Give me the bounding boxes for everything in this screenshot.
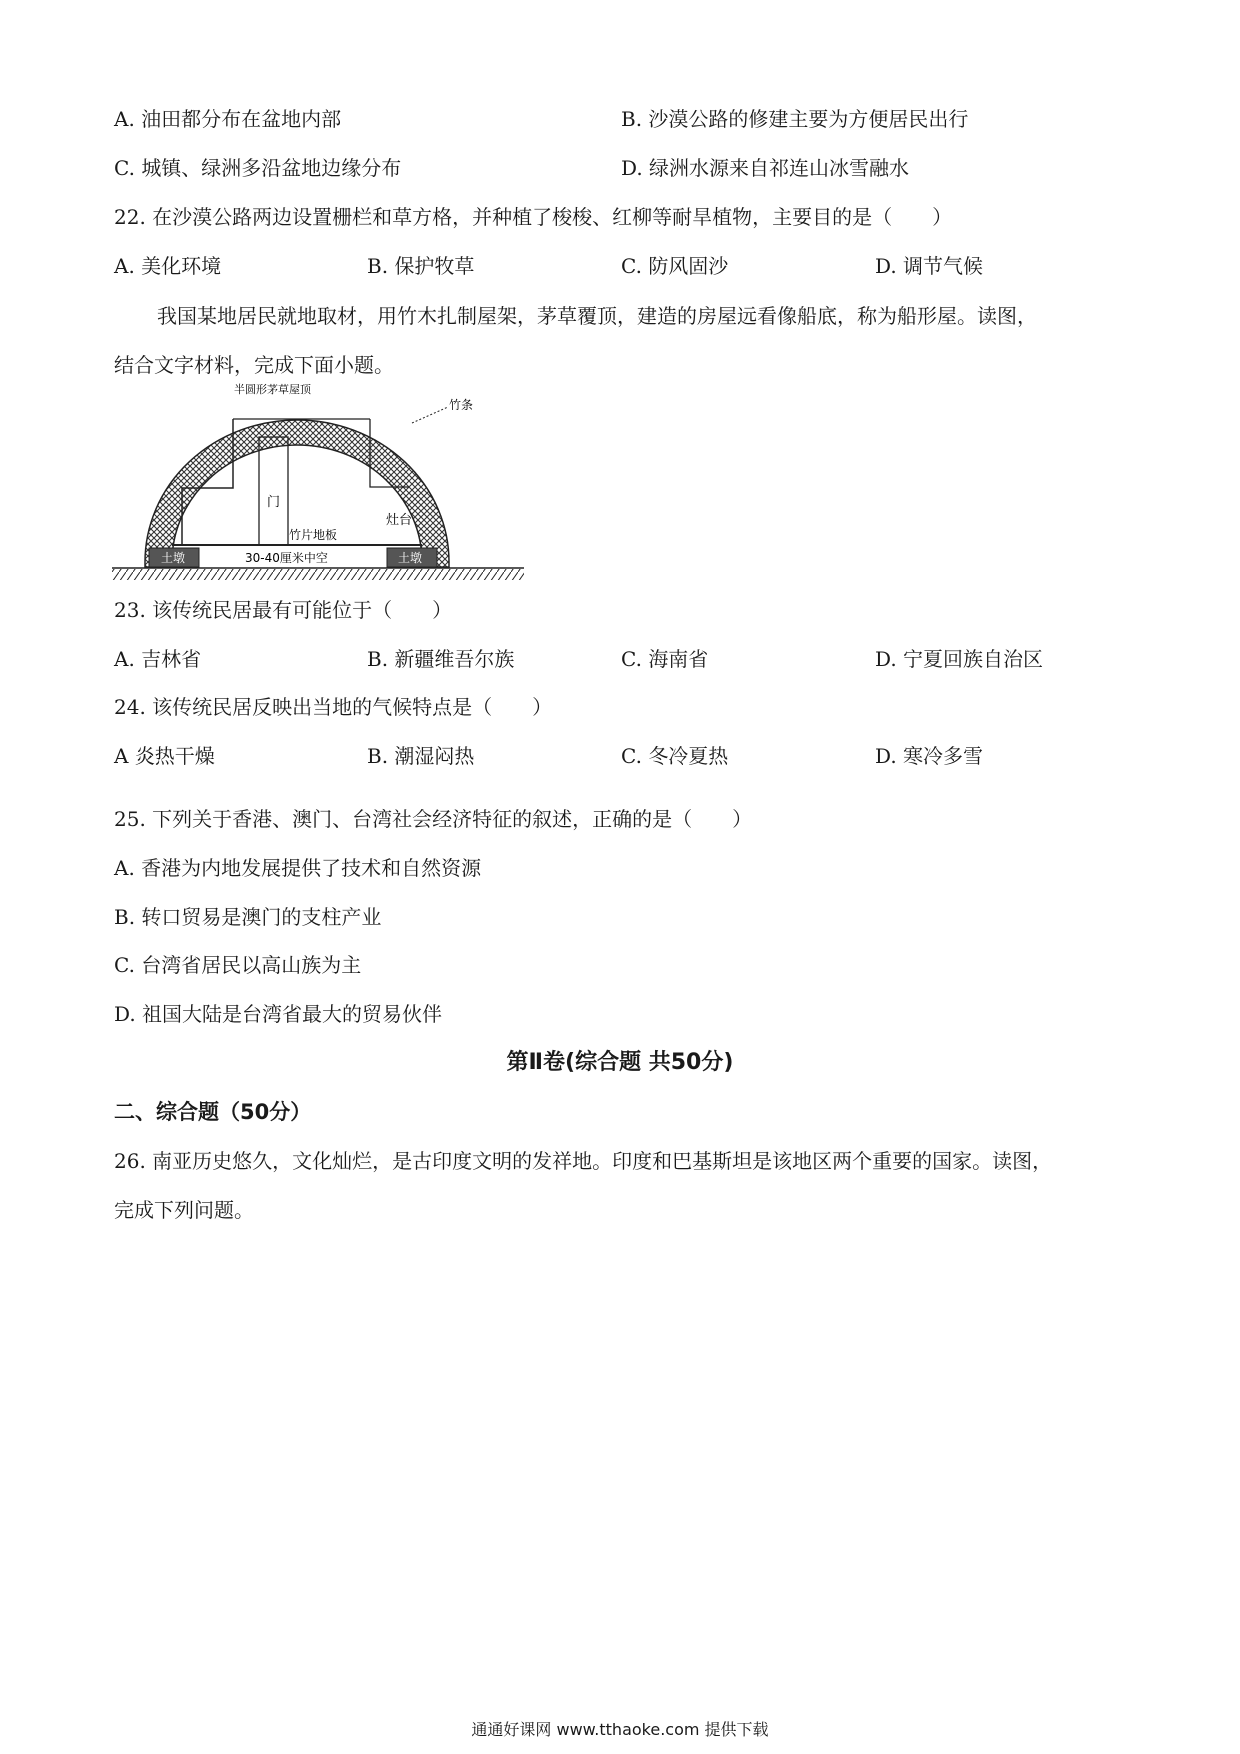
- bamboo-label: 竹条: [449, 398, 474, 412]
- ground-hatch: [112, 569, 524, 580]
- material-line-1: 我国某地居民就地取材，用竹木扎制屋架，茅草覆顶，建造的房屋远看像船底，称为船形屋。读图，: [157, 304, 1037, 328]
- q25-option-b: B. 转口贸易是澳门的支柱产业: [114, 905, 382, 929]
- q23-option-b: B. 新疆维吾尔族: [367, 647, 515, 671]
- q22-option-a: A. 美化环境: [114, 254, 222, 278]
- q23-option-c: C. 海南省: [621, 647, 709, 671]
- q23-stem: 23. 该传统民居最有可能位于（ ）: [114, 598, 453, 622]
- part2-title: 第Ⅱ卷(综合题 共50分): [506, 1050, 734, 1075]
- door-label: 门: [267, 495, 281, 510]
- gap-label: 30-40厘米中空: [245, 551, 328, 565]
- right-pier-label: 土墩: [398, 551, 423, 565]
- part2-heading: 二、综合题（50分）: [114, 1100, 312, 1124]
- bamboo-pointer: [412, 407, 448, 423]
- q24-option-d: D. 寒冷多雪: [875, 744, 984, 768]
- q26-line-1: 26. 南亚历史悠久，文化灿烂，是古印度文明的发祥地。印度和巴基斯坦是该地区两个重要的国家。读图，: [114, 1149, 1053, 1173]
- q22-option-d: D. 调节气候: [875, 254, 984, 278]
- q22-option-b: B. 保护牧草: [367, 254, 475, 278]
- material-line-2: 结合文字材料，完成下面小题。: [114, 353, 394, 377]
- q23-option-a: A. 吉林省: [114, 647, 202, 671]
- boat-house-diagram: [112, 382, 524, 584]
- q21-option-c: C. 城镇、绿洲多沿盆地边缘分布: [114, 156, 402, 180]
- q22-stem: 22. 在沙漠公路两边设置栅栏和草方格，并种植了梭梭、红柳等耐旱植物，主要目的是（ ）: [114, 205, 953, 229]
- q26-line-2: 完成下列问题。: [114, 1198, 254, 1222]
- page-footer: 通通好课网 www.tthaoke.com 提供下载: [471, 1720, 769, 1739]
- door-outline: [259, 437, 288, 545]
- left-pier-label: 土墩: [161, 551, 186, 565]
- q23-option-d: D. 宁夏回族自治区: [875, 647, 1044, 671]
- q24-option-c: C. 冬冷夏热: [621, 744, 729, 768]
- q25-option-a: A. 香港为内地发展提供了技术和自然资源: [114, 856, 482, 880]
- roof-label: 半圆形茅草屋顶: [234, 383, 311, 396]
- stove-label: 灶台: [386, 513, 413, 528]
- q22-option-c: C. 防风固沙: [621, 254, 729, 278]
- q25-stem: 25. 下列关于香港、澳门、台湾社会经济特征的叙述，正确的是（ ）: [114, 807, 753, 831]
- q24-option-b: B. 潮湿闷热: [367, 744, 475, 768]
- q21-option-b: B. 沙漠公路的修建主要为方便居民出行: [621, 107, 969, 131]
- q25-option-d: D. 祖国大陆是台湾省最大的贸易伙伴: [114, 1002, 443, 1026]
- q24-option-a: A 炎热干燥: [114, 744, 215, 768]
- floor-label: 竹片地板: [289, 528, 338, 542]
- q21-option-a: A. 油田都分布在盆地内部: [114, 107, 342, 131]
- q25-option-c: C. 台湾省居民以高山族为主: [114, 953, 362, 977]
- q24-stem: 24. 该传统民居反映出当地的气候特点是（ ）: [114, 695, 553, 719]
- q21-option-d: D. 绿洲水源来自祁连山冰雪融水: [621, 156, 910, 180]
